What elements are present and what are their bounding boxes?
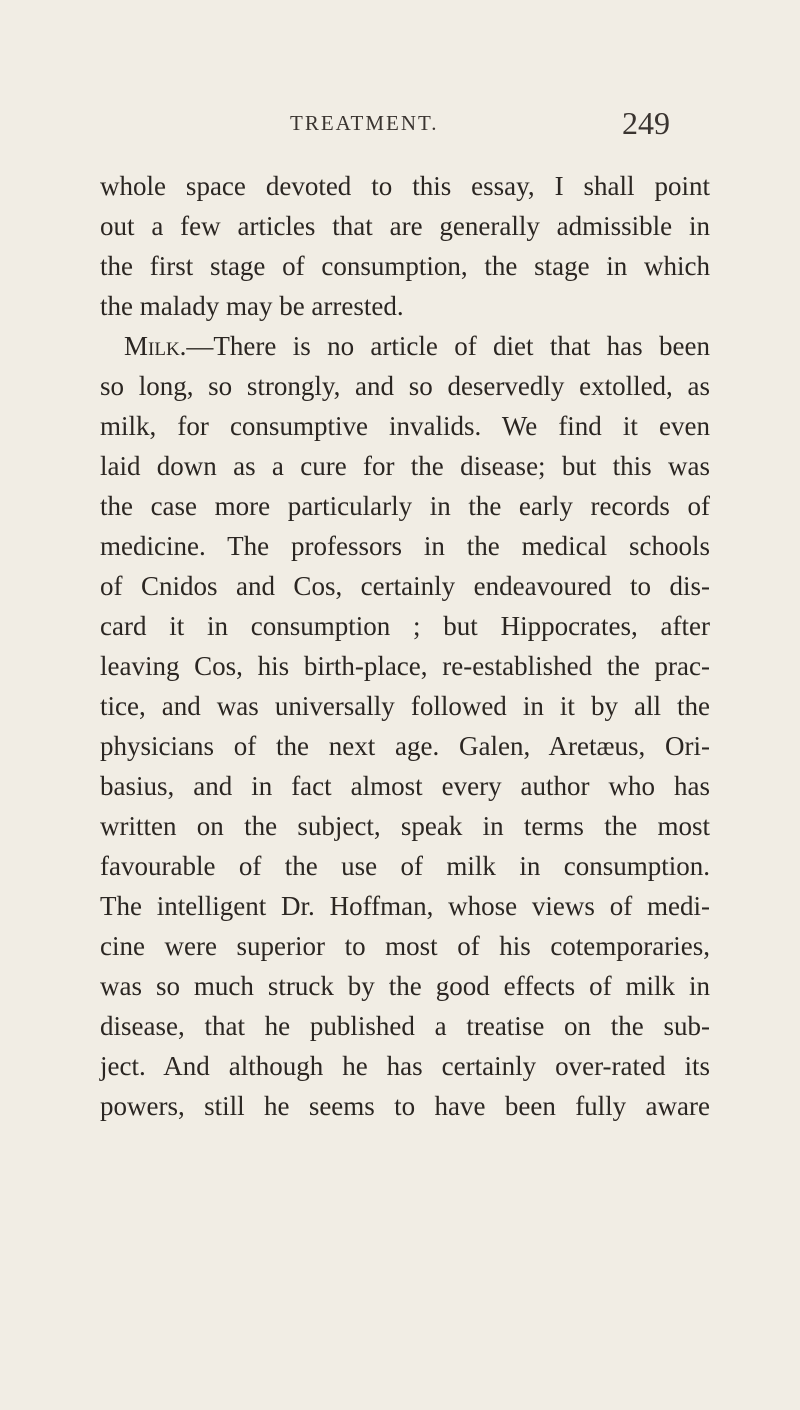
text-line: disease, that he published a treatise on the sub- [100, 1011, 710, 1041]
text-line: laid down as a cure for the disease; but this was [100, 451, 710, 481]
text-line: The intelligent Dr. Hoffman, whose views of medi- [100, 891, 710, 921]
text-line: tice, and was universally followed in it by all the [100, 691, 710, 721]
text-line: medicine. The professors in the medical schools [100, 531, 710, 561]
text-line: physicians of the next age. Galen, Aretæus, Ori- [100, 731, 710, 761]
text-line: basius, and in fact almost every author who has [100, 771, 710, 801]
text-line: card it in consumption ; but Hippocrates, after [100, 611, 710, 641]
text-line: powers, still he seems to have been fully aware [100, 1091, 710, 1121]
text-line: the first stage of consumption, the stage in which [100, 251, 710, 281]
text-line: whole space devoted to this essay, I shall point [100, 171, 710, 201]
body-text [100, 166, 710, 1126]
text-line: ject. And although he has certainly over-rated its [100, 1051, 710, 1081]
text-line: of Cnidos and Cos, certainly endeavoured to dis- [100, 571, 710, 601]
text-line: milk, for consumptive invalids. We find it even [100, 411, 710, 441]
text-line: the case more particularly in the early records of [100, 491, 710, 521]
text-line: leaving Cos, his birth-place, re-established the prac- [100, 651, 710, 681]
text-line: cine were superior to most of his cotemporaries, [100, 931, 710, 961]
text-line: the malady may be arrested. [100, 291, 404, 321]
page-header [0, 105, 800, 145]
text-line: written on the subject, speak in terms the most [100, 811, 710, 841]
text-line: favourable of the use of milk in consumption. [100, 851, 710, 881]
text-line: out a few articles that are generally admissible in [100, 211, 710, 241]
milk-paragraph-first-line [100, 326, 710, 366]
text-line: so long, so strongly, and so deservedly extolled, as [100, 371, 710, 401]
text-line: was so much struck by the good effects of milk in [100, 971, 710, 1001]
milk-line-rest: —There is no article of diet that has been [186, 331, 710, 361]
page-number: 249 [622, 105, 670, 141]
milk-heading: Milk. [124, 331, 187, 361]
running-title: TREATMENT. [290, 111, 439, 135]
